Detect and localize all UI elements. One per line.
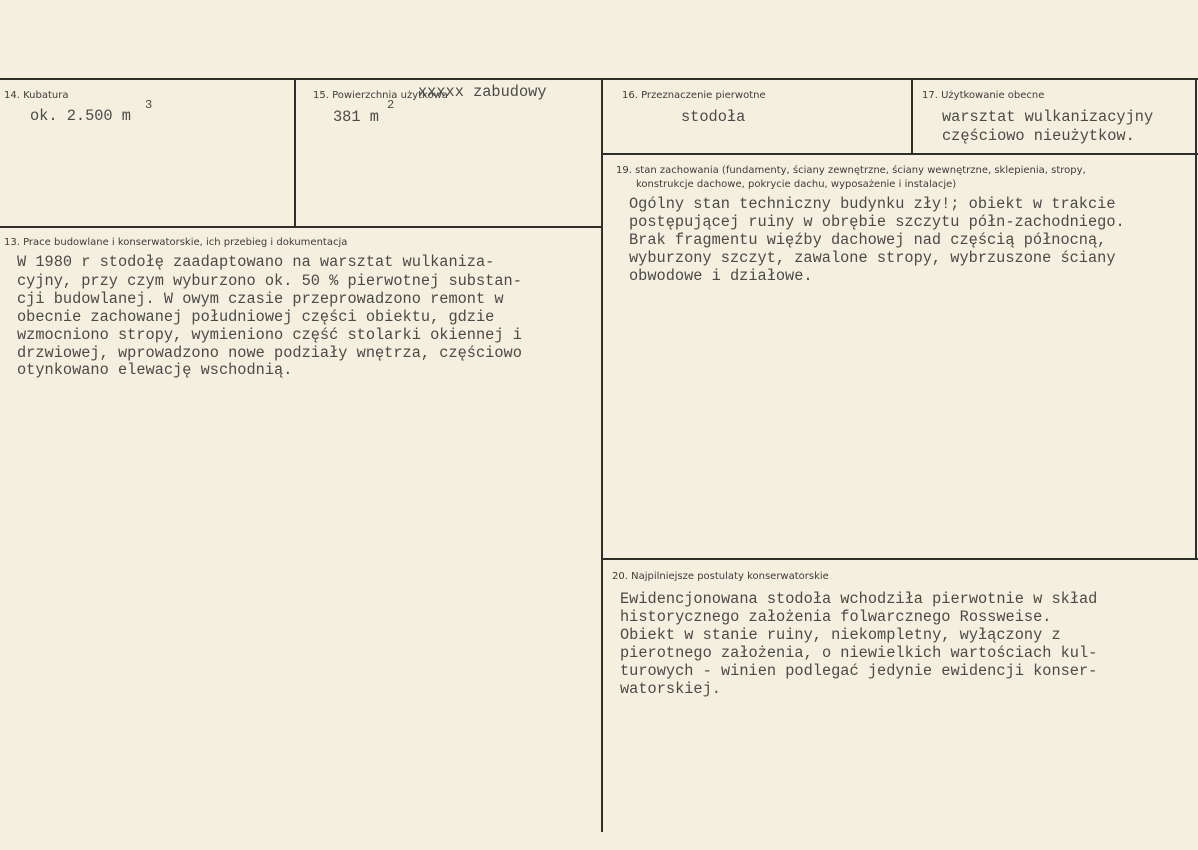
field-15-overtype: xxxxx zabudowy bbox=[418, 83, 547, 101]
field-20-line-4: pierotnego założenia, o niewielkich wartościach kul- bbox=[620, 644, 1098, 662]
field-20-line-6: watorskiej. bbox=[620, 680, 721, 698]
divider-16-17 bbox=[911, 80, 913, 154]
field-19-label-continued: konstrukcje dachowe, pokrycie dachu, wyposażenie i instalacje) bbox=[636, 179, 957, 190]
rule-under-16-17 bbox=[603, 153, 1198, 155]
field-15-value: 381 m bbox=[333, 108, 379, 126]
field-16-value: stodoła bbox=[681, 108, 746, 126]
field-19-line-5: obwodowe i działowe. bbox=[629, 267, 813, 285]
field-14-value: ok. 2.500 m bbox=[30, 107, 131, 125]
field-13-line-7: otynkowano elewację wschodnią. bbox=[17, 361, 293, 379]
field-19-line-3: Brak fragmentu więźby dachowej nad częścią północną, bbox=[629, 231, 1107, 249]
field-19-label: 19. stan zachowania (fundamenty, ściany zewnętrzne, ściany wewnętrzne, sklepienia, stropy, bbox=[616, 165, 1086, 176]
field-13-line-4: obecnie zachowanej południowej części obiektu, gdzie bbox=[17, 308, 495, 326]
field-17-label: 17. Użytkowanie obecne bbox=[922, 90, 1045, 101]
field-15-label: 15. Powierzchnia użytkowa bbox=[313, 90, 448, 101]
field-19-line-2: postępującej ruiny w obrębie szczytu półn-zachodniego. bbox=[629, 213, 1125, 231]
field-13-line-2: cyjny, przy czym wyburzono ok. 50 % pierwotnej substan- bbox=[17, 272, 522, 290]
field-19-line-1: Ogólny stan techniczny budynku zły!; obiekt w trakcie bbox=[629, 195, 1116, 213]
field-13-line-6: drzwiowej, wprowadzono nowe podziały wnętrza, częściowo bbox=[17, 344, 522, 362]
field-13-label: 13. Prace budowlane i konserwatorskie, ich przebieg i dokumentacja bbox=[4, 237, 348, 248]
field-13-line-5: wzmocniono stropy, wymieniono część stolarki okiennej i bbox=[17, 326, 522, 344]
rule-under-14-15 bbox=[0, 226, 602, 228]
field-14-label: 14. Kubatura bbox=[4, 90, 69, 101]
field-20-line-2: historycznego założenia folwarcznego Rossweise. bbox=[620, 608, 1052, 626]
field-20-line-3: Obiekt w stanie ruiny, niekompletny, wyłączony z bbox=[620, 626, 1061, 644]
rule-above-20 bbox=[603, 558, 1198, 560]
field-20-line-5: turowych - winien podlegać jedynie ewidencji konser- bbox=[620, 662, 1098, 680]
divider-14-15 bbox=[294, 80, 296, 226]
main-vertical-divider bbox=[601, 80, 603, 832]
field-20-line-1: Ewidencjonowana stodoła wchodziła pierwotnie w skład bbox=[620, 590, 1098, 608]
field-13-line-3: cji budowlanej. W owym czasie przeprowadzono remont w bbox=[17, 290, 504, 308]
field-15-superscript: 2 bbox=[387, 98, 395, 112]
field-16-label: 16. Przeznaczenie pierwotne bbox=[622, 90, 766, 101]
field-14-superscript: 3 bbox=[145, 98, 153, 112]
field-20-label: 20. Najpilniejsze postulaty konserwatorskie bbox=[612, 571, 829, 582]
right-edge-rule bbox=[1195, 80, 1197, 560]
field-19-line-4: wyburzony szczyt, zawalone stropy, wybrzuszone ściany bbox=[629, 249, 1116, 267]
field-13-line-1: W 1980 r stodołę zaadaptowano na warsztat wulkaniza- bbox=[17, 253, 495, 271]
top-rule bbox=[0, 78, 1198, 80]
field-17-line-2: częściowo nieużytkow. bbox=[942, 127, 1135, 145]
field-17-line-1: warsztat wulkanizacyjny bbox=[942, 108, 1154, 126]
